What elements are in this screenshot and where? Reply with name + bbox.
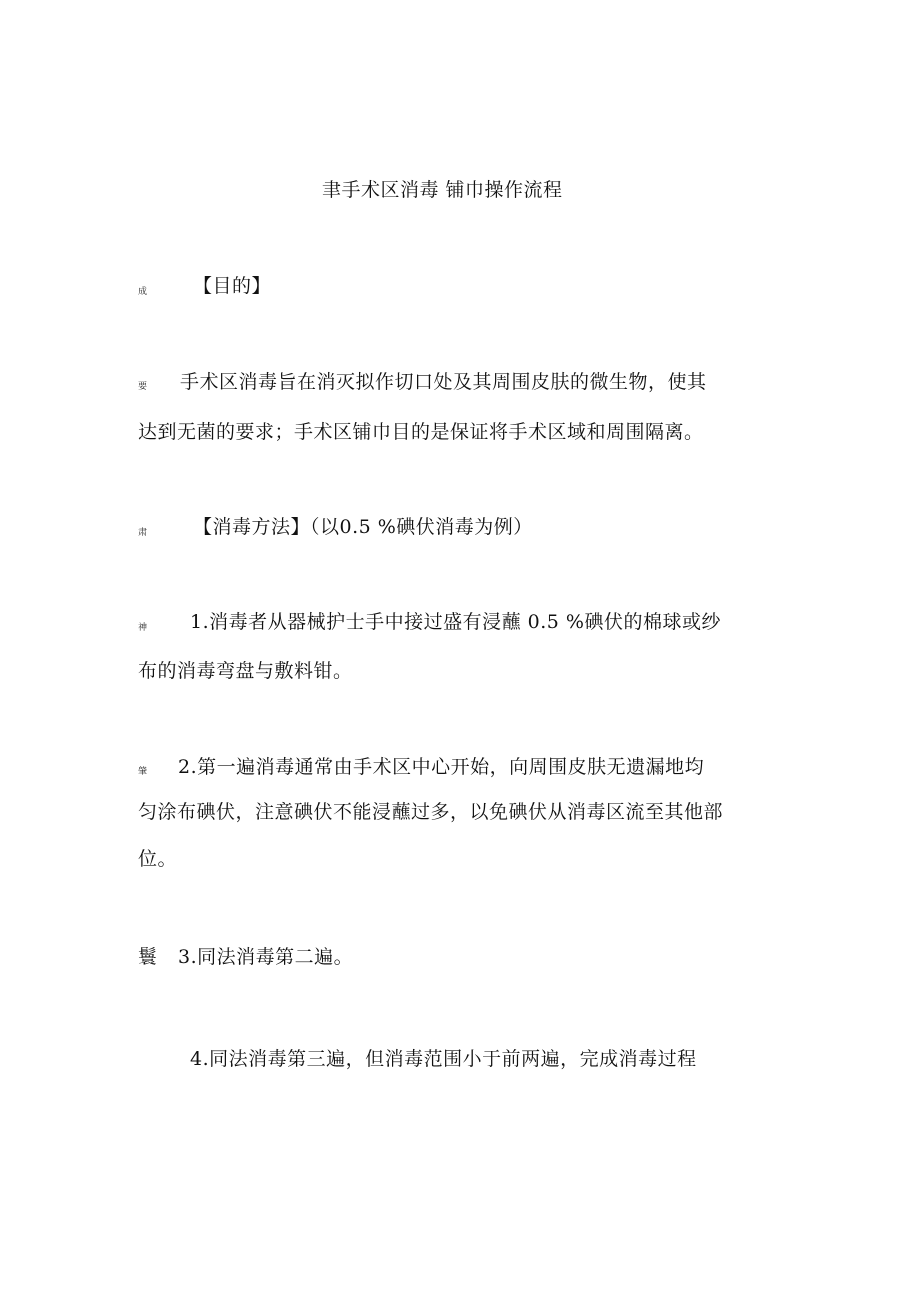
margin-marker: 神 bbox=[138, 623, 148, 633]
margin-marker: 要 bbox=[138, 382, 148, 392]
step-1-line: 1.消毒者从器械护士手中接过盛有浸蘸 0.5 %碘伏的棉球或纱 bbox=[190, 611, 721, 633]
step-4-line: 4.同法消毒第三遍，但消毒范围小于前两遍，完成消毒过程 bbox=[190, 1048, 697, 1070]
step-2-line: 2.第一遍消毒通常由手术区中心开始，向周围皮肤无遗漏地均 bbox=[178, 756, 705, 778]
purpose-heading: 【目的】 bbox=[193, 275, 272, 297]
step-2-line: 位。 bbox=[138, 848, 178, 870]
margin-marker: 鬟 bbox=[138, 946, 158, 968]
margin-marker: 肇 bbox=[138, 767, 148, 777]
step-3-line: 3.同法消毒第二遍。 bbox=[178, 946, 354, 968]
purpose-text-line: 手术区消毒旨在消灭拟作切口处及其周围皮肤的微生物，使其 bbox=[180, 371, 707, 393]
margin-marker: 肃 bbox=[138, 528, 148, 538]
purpose-text-line: 达到无菌的要求；手术区铺巾目的是保证将手术区域和周围隔离。 bbox=[138, 421, 704, 443]
margin-marker: 成 bbox=[138, 287, 148, 297]
step-2-line: 匀涂布碘伏，注意碘伏不能浸蘸过多，以免碘伏从消毒区流至其他部 bbox=[138, 801, 724, 823]
method-heading: 【消毒方法】（以0.5 %碘伏消毒为例） bbox=[193, 516, 533, 538]
step-1-line: 布的消毒弯盘与敷料钳。 bbox=[138, 660, 353, 682]
document-title: 聿手术区消毒 铺巾操作流程 bbox=[322, 179, 563, 201]
